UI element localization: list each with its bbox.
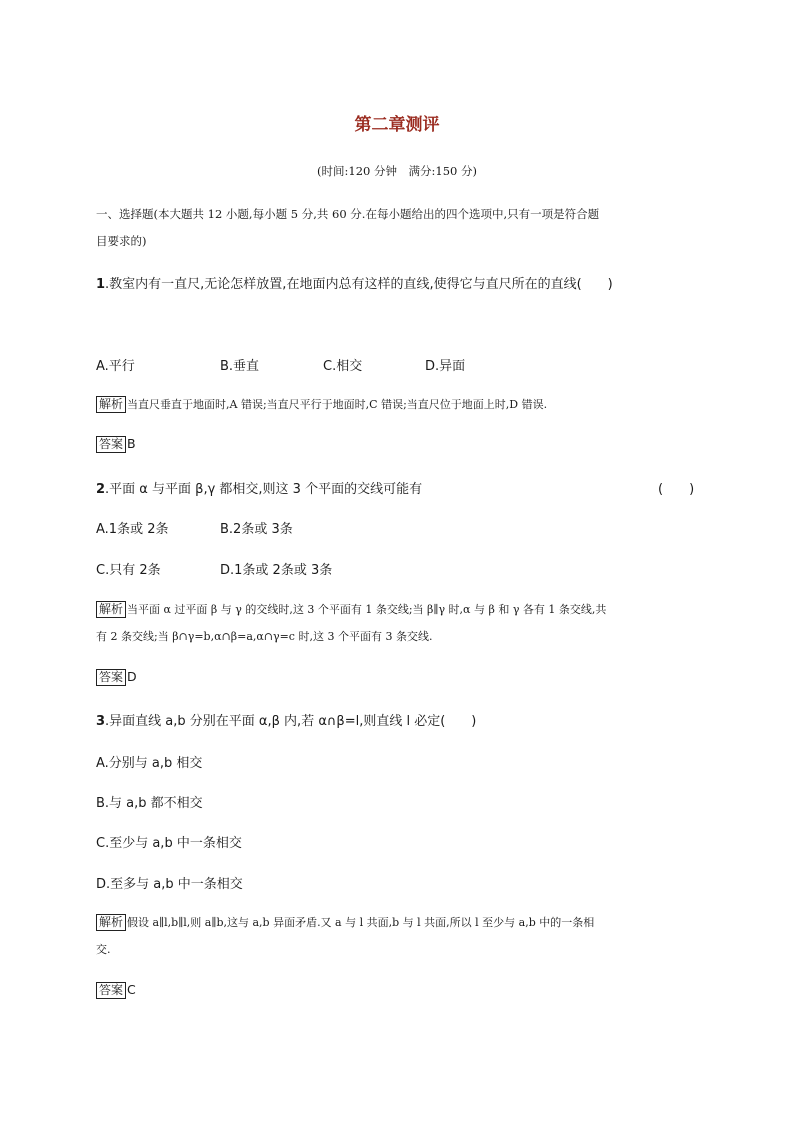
page-title: 第二章测评 xyxy=(354,115,440,135)
q2-option-a: A.1条或 2条 xyxy=(96,522,169,537)
analysis-label: 解析 xyxy=(96,601,126,618)
answer-value: B xyxy=(127,436,136,451)
q2-answer xyxy=(96,669,137,686)
answer-label: 答案 xyxy=(96,436,126,453)
q3-analysis-line1 xyxy=(96,914,594,931)
section-heading-line2: 目要求的) xyxy=(96,234,147,248)
question-number: 3 xyxy=(96,714,106,729)
answer-value: D xyxy=(127,669,137,684)
q3-option-a: A.分别与 a,b 相交 xyxy=(96,756,203,771)
q1-analysis xyxy=(96,396,547,413)
answer-value: C xyxy=(127,982,136,997)
question-1 xyxy=(96,273,613,292)
answer-label: 答案 xyxy=(96,669,126,686)
q2-option-b: B.2条或 3条 xyxy=(220,522,293,537)
q1-option-b: B.垂直 xyxy=(220,359,260,374)
question-number: 2 xyxy=(96,482,106,497)
section-heading-line1: 一、选择题(本大题共 12 小题,每小题 5 分,共 60 分.在每小题给出的四个选项中,只有一项是符合题 xyxy=(96,207,600,221)
q1-answer xyxy=(96,436,136,453)
q3-option-d: D.至多与 a,b 中一条相交 xyxy=(96,877,243,892)
exam-info: (时间:120 分钟 满分:150 分) xyxy=(317,164,477,178)
analysis-label: 解析 xyxy=(96,914,126,931)
q1-option-d: D.异面 xyxy=(425,359,466,374)
q3-option-b: B.与 a,b 都不相交 xyxy=(96,796,203,811)
q2-analysis-line1 xyxy=(96,601,606,618)
q3-answer xyxy=(96,982,136,999)
analysis-label: 解析 xyxy=(96,396,126,413)
question-number: 1 xyxy=(96,277,106,292)
q1-option-a: A.平行 xyxy=(96,359,135,374)
question-text: .异面直线 a,b 分别在平面 α,β 内,若 α∩β=l,则直线 l 必定( ) xyxy=(105,714,477,729)
question-text: .教室内有一直尺,无论怎样放置,在地面内总有这样的直线,使得它与直尺所在的直线( ) xyxy=(105,277,613,292)
q3-analysis-line2: 交. xyxy=(96,943,111,956)
q2-option-c: C.只有 2条 xyxy=(96,563,161,578)
analysis-text: 当直尺垂直于地面时,A 错误;当直尺平行于地面时,C 错误;当直尺位于地面上时,D 错误. xyxy=(127,398,548,411)
q2-option-d: D.1条或 2条或 3条 xyxy=(220,563,333,578)
question-3 xyxy=(96,710,476,729)
answer-label: 答案 xyxy=(96,982,126,999)
q3-option-c: C.至少与 a,b 中一条相交 xyxy=(96,836,242,851)
analysis-text: 当平面 α 过平面 β 与 γ 的交线时,这 3 个平面有 1 条交线;当 β∥γ 时,α 与 β 和 γ 各有 1 条交线,共 xyxy=(127,603,607,616)
q1-option-c: C.相交 xyxy=(323,359,363,374)
q2-answer-blank: ( ) xyxy=(658,482,695,497)
q2-analysis-line2: 有 2 条交线;当 β∩γ=b,α∩β=a,α∩γ=c 时,这 3 个平面有 3 条交线. xyxy=(96,630,433,643)
question-2 xyxy=(96,478,422,497)
analysis-text: 假设 a∥l,b∥l,则 a∥b,这与 a,b 异面矛盾.又 a 与 l 共面,b 与 l 共面,所以 l 至少与 a,b 中的一条相 xyxy=(127,916,595,929)
question-text: .平面 α 与平面 β,γ 都相交,则这 3 个平面的交线可能有 xyxy=(105,482,423,497)
